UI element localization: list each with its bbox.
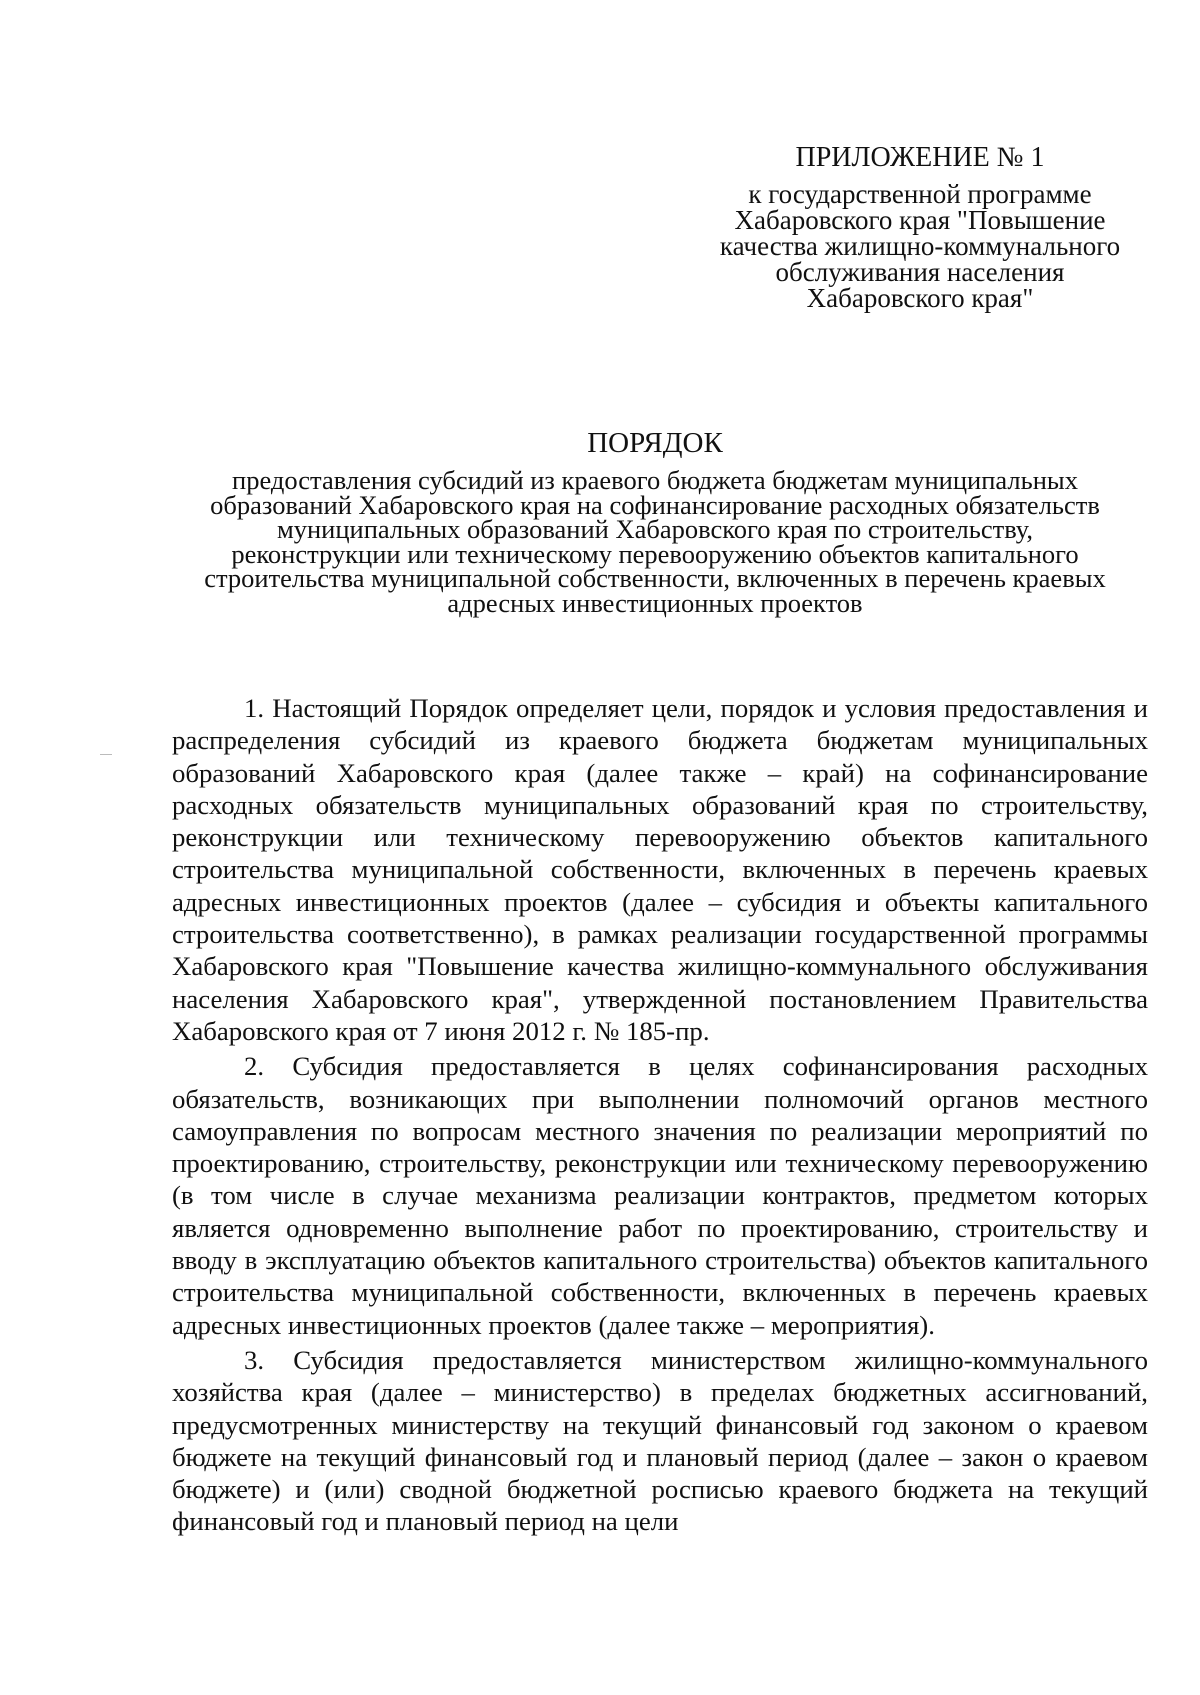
appendix-header bbox=[690, 143, 1150, 311]
appendix-line: Хабаровского края" bbox=[806, 283, 1034, 313]
subtitle-line: муниципальных образований Хабаровского края по строительству, bbox=[276, 514, 1034, 545]
document-title-block bbox=[160, 428, 1150, 616]
document-body bbox=[172, 692, 1148, 1541]
paragraph-3: 3. Субсидия предоставляется министерством жилищно-коммунального хозяйства края (далее – министерство) в пределах бюджетных ассигнований, предусмотренных министерству на текущий финансовый год законом о краевом бюджете на текущий финансовый год и плановый период (далее – закон о краевом бюджете) и (или) сводной бюджетной росписью краевого бюджета на текущий финансовый год и плановый период на цели bbox=[172, 1344, 1148, 1537]
document-subtitle bbox=[160, 465, 1150, 618]
appendix-line: Хабаровского края "Повышение bbox=[734, 205, 1106, 235]
subtitle-line: образований Хабаровского края на софинансирование расходных обязательств bbox=[210, 489, 1100, 520]
paragraph-2: 2. Субсидия предоставляется в целях софинансирования расходных обязательств, возникающих при выполнении полномочий органов местного самоуправления по вопросам местного значения по реализации мероприятий по проектированию, строительству, реконструкции или техническому перевооружению (в том числе в случае механизма реализации контрактов, предметом которых является одновременно выполнение работ по проектированию, строительству и вводу в эксплуатацию объектов капитального строительства) объектов капитального строительства муниципальной собственности, включенных в перечень краевых адресных инвестиционных проектов (далее также – мероприятия). bbox=[172, 1051, 1148, 1340]
subtitle-line: предоставления субсидий из краевого бюджета бюджетам муниципальных bbox=[232, 465, 1078, 495]
subtitle-line: адресных инвестиционных проектов bbox=[447, 587, 863, 618]
paragraph-1: 1. Настоящий Порядок определяет цели, порядок и условия предоставления и распределения субсидий из краевого бюджета бюджетам муниципальных образований Хабаровского края (далее также – край) на софинансирование расходных обязательств муниципальных образований края по строительству, реконструкции или техническому перевооружению объектов капитального строительства муниципальной собственности, включенных в перечень краевых адресных инвестиционных проектов (далее – субсидия и объекты капитального строительства соответственно), в рамках реализации государственной программы Хабаровского края "Повышение качества жилищно-коммунального обслуживания населения Хабаровского края", утвержденной постановлением Правительства Хабаровского края от 7 июня 2012 г. № 185-пр. bbox=[172, 693, 1148, 1046]
margin-mark bbox=[100, 754, 112, 755]
appendix-line: к государственной программе bbox=[748, 179, 1092, 209]
subtitle-line: реконструкции или техническому перевооружению объектов капитального bbox=[231, 538, 1079, 569]
appendix-line: качества жилищно-коммунального bbox=[719, 231, 1121, 261]
subtitle-line: строительства муниципальной собственности, включенных в перечень краевых bbox=[204, 563, 1106, 594]
appendix-heading: ПРИЛОЖЕНИЕ № 1 bbox=[795, 142, 1045, 173]
appendix-line: обслуживания населения bbox=[775, 257, 1065, 287]
document-title: ПОРЯДОК bbox=[587, 427, 723, 459]
